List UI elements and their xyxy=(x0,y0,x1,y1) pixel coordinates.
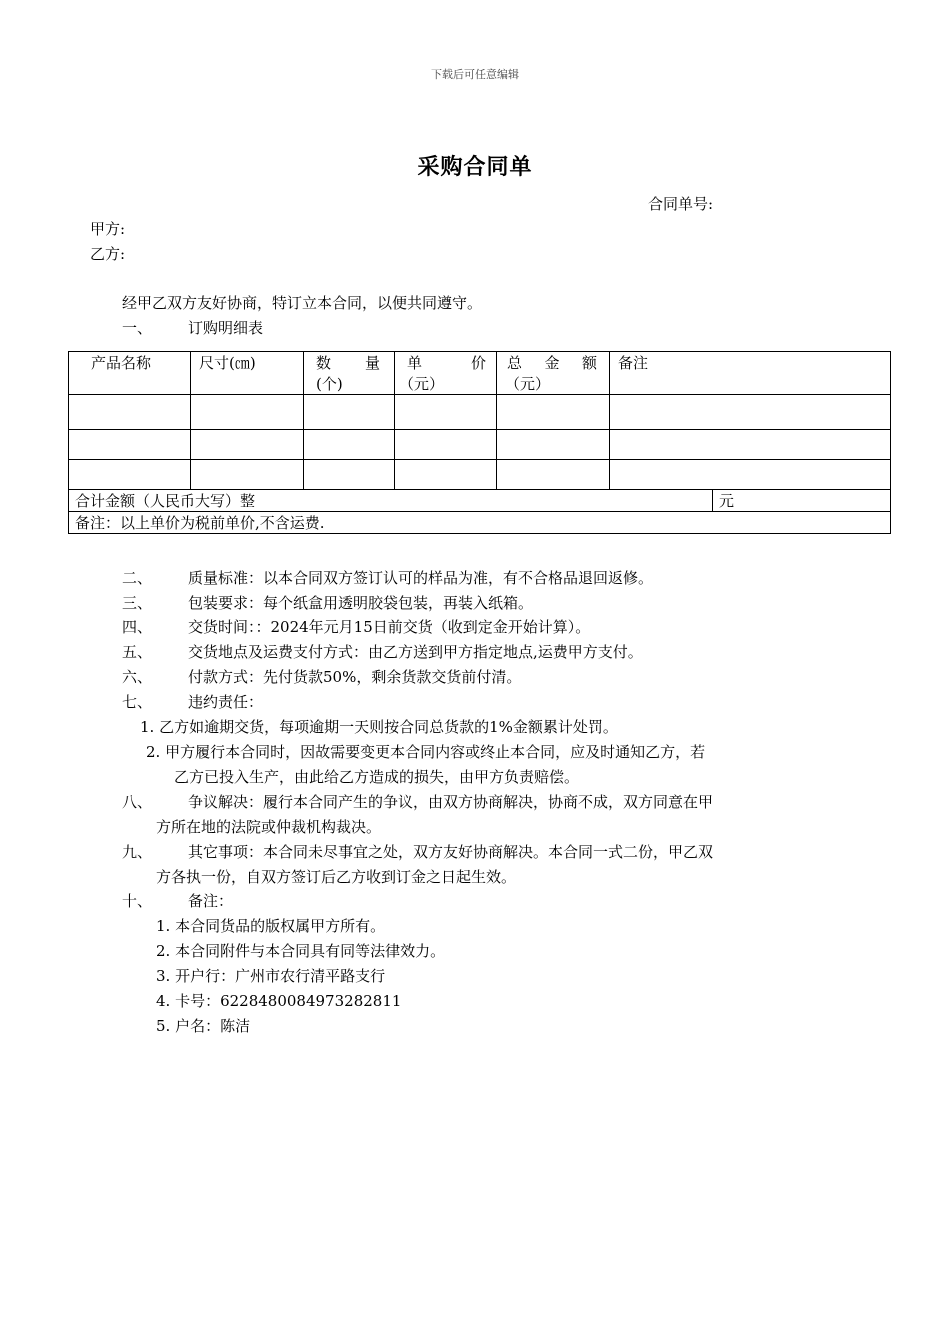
section-3: 三、 包装要求：每个纸盒用透明胶袋包装，再装入纸箱。 xyxy=(122,594,534,612)
header-unit-price: 单 价 （元） xyxy=(395,352,497,395)
header-size: 尺寸(㎝) xyxy=(191,352,304,395)
breach-item-2-cont: 乙方已投入生产，由此给乙方造成的损失，由甲方负责赔偿。 xyxy=(174,768,580,786)
section-9: 九、 其它事项：本合同未尽事宜之处，双方友好协商解决。本合同一式二份，甲乙双 xyxy=(122,843,714,861)
note-item-2: 2. 本合同附件与本合同具有同等法律效力。 xyxy=(156,942,446,960)
section-7: 七、 违约责任： xyxy=(122,693,264,711)
breach-item-1: 1. 乙方如逾期交货，每项逾期一天则按合同总货款的1%金额累计处罚。 xyxy=(140,718,618,736)
table-remark: 备注：以上单价为税前单价,不含运费. xyxy=(69,512,891,534)
section-9-cont: 方各执一份，自双方签订后乙方收到订金之日起生效。 xyxy=(156,868,517,886)
note-item-1: 1. 本合同货品的版权属甲方所有。 xyxy=(156,917,386,935)
section-10: 十、 备注： xyxy=(122,892,234,910)
section-4: 四、 交货时间：：2024年元月15日前交货（收到定金开始计算）。 xyxy=(122,618,591,636)
section-6: 六、 付款方式：先付货款50%，剩余货款交货前付清。 xyxy=(122,668,522,686)
page-title: 采购合同单 xyxy=(417,154,533,180)
table-row xyxy=(69,460,891,490)
section-5: 五、 交货地点及运费支付方式：由乙方送到甲方指定地点,运费甲方支付。 xyxy=(122,643,643,661)
note-item-4: 4. 卡号：6228480084973282811 xyxy=(156,992,402,1010)
note-item-3: 3. 开户行：广州市农行清平路支行 xyxy=(156,967,386,985)
table-row xyxy=(69,395,891,430)
section-2: 二、 质量标准：以本合同双方签订认可的样品为准，有不合格品退回返修。 xyxy=(122,569,654,587)
header-product-name: 产品名称 xyxy=(69,352,191,395)
section-8: 八、 争议解决：履行本合同产生的争议，由双方协商解决，协商不成，双方同意在甲 xyxy=(122,793,714,811)
section-text: 订购明细表 xyxy=(188,319,264,337)
remark-row xyxy=(69,512,891,534)
header-note: 下载后可任意编辑 xyxy=(431,68,519,81)
table-row xyxy=(69,430,891,460)
party-a-label: 甲方: xyxy=(90,220,126,238)
section-8-cont: 方所在地的法院或仲裁机构裁决。 xyxy=(156,818,382,836)
header-quantity: 数 量 (个) xyxy=(304,352,395,395)
total-amount-unit: 元 xyxy=(713,490,891,512)
table-header-row xyxy=(69,352,891,395)
party-b-label: 乙方: xyxy=(90,245,126,263)
section-1 xyxy=(122,317,263,338)
header-total-amount: 总 金 额 （元） xyxy=(497,352,610,395)
total-row xyxy=(69,490,891,512)
section-number: 一、 xyxy=(122,319,153,337)
header-remark: 备注 xyxy=(610,352,891,395)
breach-item-2: 2. 甲方履行本合同时，因故需要变更本合同内容或终止本合同，应及时通知乙方，若 xyxy=(146,743,706,761)
order-table xyxy=(68,351,891,534)
contract-number-label: 合同单号: xyxy=(648,195,714,213)
note-item-5: 5. 户名：陈洁 xyxy=(156,1017,251,1035)
intro-text: 经甲乙双方友好协商，特订立本合同，以便共同遵守。 xyxy=(122,294,483,312)
total-amount-label: 合计金额（人民币大写）整 xyxy=(69,490,713,512)
